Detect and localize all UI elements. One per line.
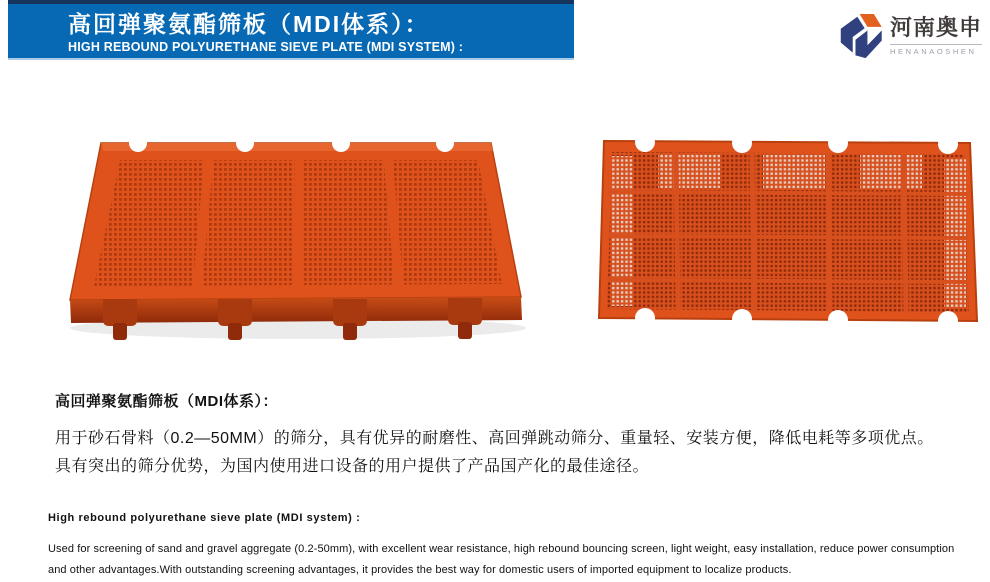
sieve-plate-top-view-image <box>598 132 980 332</box>
logo-mark-icon <box>838 13 884 61</box>
description-cn <box>55 390 955 481</box>
page-title: 高回弹聚氨酯筛板（MDI体系）： <box>68 11 430 37</box>
description-cn-line: 用于砂石骨料（0.2—50MM）的筛分，具有优异的耐磨性、高回弹跳动筛分、重量轻、安装方便，降低电耗等多项优点。 <box>55 430 934 447</box>
description-en <box>48 512 983 581</box>
page-subtitle: HIGH REBOUND POLYURETHANE SIEVE PLATE (MDI SYSTEM) : <box>68 40 464 54</box>
sieve-plate-perspective-image <box>58 112 533 347</box>
logo-text-block <box>890 13 982 56</box>
description-cn-heading: 高回弹聚氨酯筛板（MDI体系）： <box>55 393 278 410</box>
company-name-cn: 河南奥申 <box>890 15 983 40</box>
plate-edge-highlight <box>101 143 493 151</box>
description-en-line: Used for screening of sand and gravel aggregate (0.2-50mm), with excellent wear resistance, high rebound bouncing screen, light weight, easy installation, reduce power consumption <box>48 543 955 555</box>
description-en-heading: High rebound polyurethane sieve plate (MDI system) : <box>48 512 361 524</box>
company-logo <box>838 13 982 61</box>
logo-divider <box>890 44 982 45</box>
company-name-en: HENANAOSHEN <box>890 47 977 56</box>
description-en-line: and other advantages.With outstanding screening advantages, it provides the best way for domestic users of imported equipment to localize products. <box>48 564 792 576</box>
description-cn-line: 具有突出的筛分优势，为国内使用进口设备的用户提供了产品国产化的最佳途径。 <box>55 458 650 475</box>
header-banner <box>8 0 574 60</box>
